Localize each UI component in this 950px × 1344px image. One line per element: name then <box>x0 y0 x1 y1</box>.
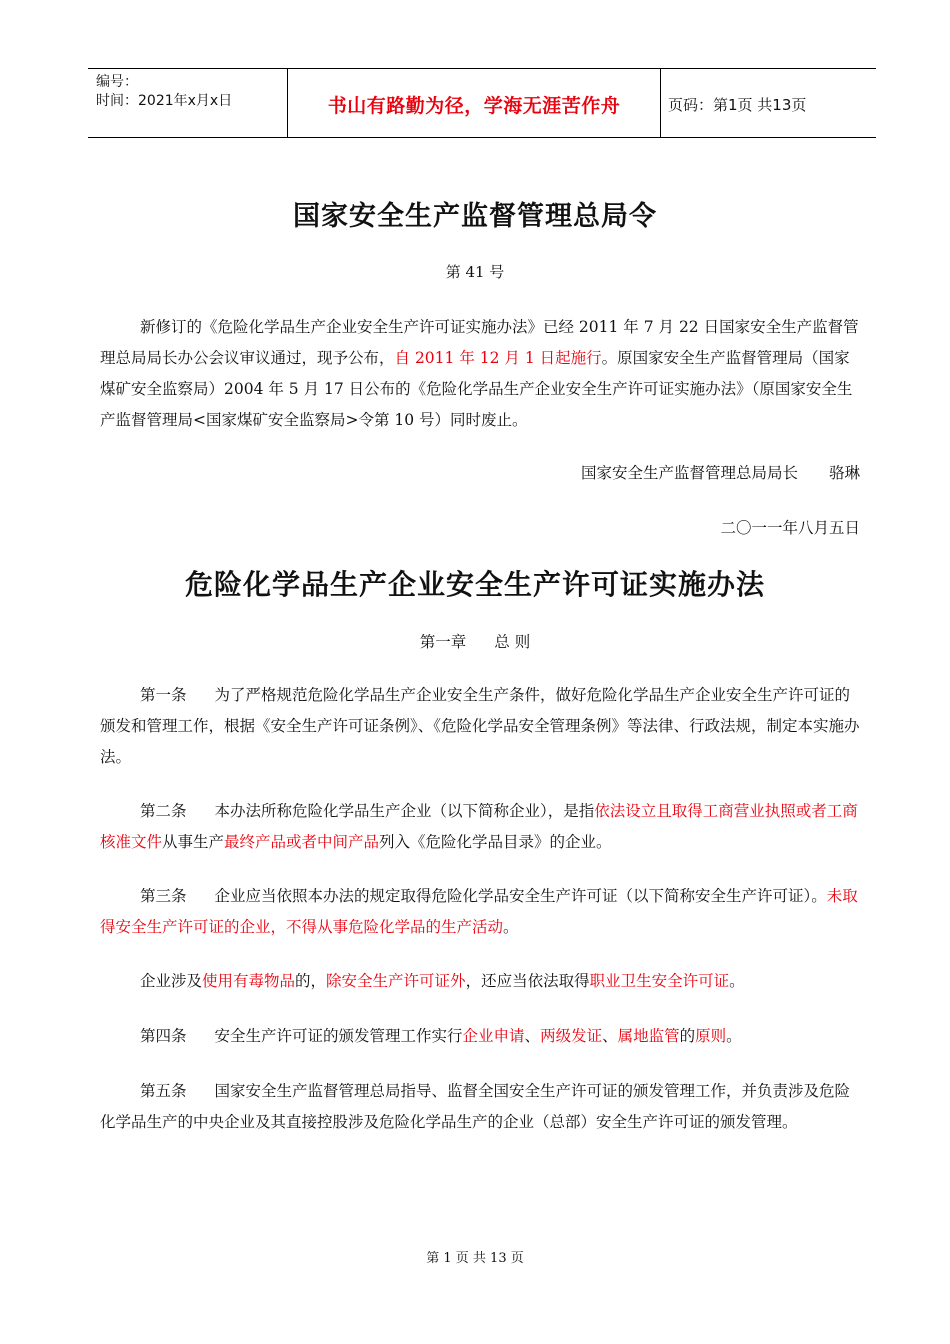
article-text: 安全生产许可证的颁发管理工作实行 <box>214 1027 463 1045</box>
article-text: 的 <box>679 1027 696 1045</box>
article-3-paragraph-2 <box>100 966 860 997</box>
decree-effective-date: 自 2011 年 12 月 1 日起施行 <box>394 349 602 367</box>
header-motto: 书山有路勤为径，学海无涯苦作舟 <box>327 95 621 117</box>
chapter-number: 第一章 <box>419 633 467 651</box>
decree-body-text: 。原国家安全生产监督管理局（国家煤矿安全监察局）2004 年 5 月 17 日公布的《危险化学品生产企业安全生产许可证实施办法》（原国家安全生产监督管理局<国家煤矿安全监察局>令第 10 号）同时废止。 <box>100 349 853 429</box>
chapter-heading <box>0 630 950 652</box>
highlight-text: 除安全生产许可证外 <box>326 972 466 990</box>
serial-label: 编号： <box>96 74 138 90</box>
highlight-text: 未取得安全生产许可证的企业，不得从事危险化学品的生产活动 <box>100 887 858 936</box>
article-number: 第五条 <box>140 1082 187 1100</box>
decree-date: 二〇一一年八月五日 <box>720 519 860 537</box>
article-text: 为了严格规范危险化学品生产企业安全生产条件，做好危险化学品生产企业安全生产许可证的颁发和管理工作，根据《安全生产许可证条例》、《危险化学品安全管理条例》等法律、行政法规，制定本实施办法。 <box>100 686 860 766</box>
highlight-text: 原则 <box>695 1027 727 1045</box>
article-text: 、 <box>524 1027 541 1045</box>
article-4 <box>100 1021 860 1052</box>
highlight-text: 依法设立且取得工商营业执照或者工商核准文件 <box>100 802 858 851</box>
article-text: 列入《危险化学品目录》的企业。 <box>379 833 612 851</box>
article-text: 从事生产 <box>162 833 225 851</box>
article-number: 第一条 <box>140 686 187 704</box>
decree-body <box>100 312 860 436</box>
decree-number: 第 41 号 <box>445 263 505 281</box>
highlight-text: 企业申请 <box>462 1027 525 1045</box>
article-3 <box>100 881 860 943</box>
header-page-label: 页码：第1页 共13页 <box>668 96 807 114</box>
article-text: 本办法所称危险化学品生产企业（以下简称企业），是指 <box>214 802 595 820</box>
highlight-text: 最终产品或者中间产品 <box>224 833 380 851</box>
article-number: 第三条 <box>140 887 187 905</box>
article-text: 企业涉及 <box>140 972 203 990</box>
article-number: 第四条 <box>140 1027 187 1045</box>
article-text: 、 <box>602 1027 618 1045</box>
article-text: 企业应当依照本办法的规定取得危险化学品安全生产许可证（以下简称安全生产许可证）。 <box>214 887 827 905</box>
chapter-name: 总 则 <box>494 633 531 651</box>
article-text: 。 <box>729 972 745 990</box>
highlight-text: 使用有毒物品 <box>202 972 296 990</box>
article-5 <box>100 1076 860 1138</box>
highlight-text: 两级发证 <box>540 1027 603 1045</box>
article-text: 。 <box>726 1027 742 1045</box>
article-text: 。 <box>503 918 519 936</box>
article-2 <box>100 796 860 858</box>
decree-signer: 国家安全生产监督管理总局局长 骆琳 <box>580 464 860 482</box>
time-label: 时间：2021年x月x日 <box>96 93 233 109</box>
highlight-text: 属地监管 <box>617 1027 680 1045</box>
article-text: ，还应当依法取得 <box>465 972 590 990</box>
document-header <box>88 68 876 138</box>
article-number: 第二条 <box>140 802 187 820</box>
article-text: 的， <box>295 972 327 990</box>
regulation-title: 危险化学品生产企业安全生产许可证实施办法 <box>184 568 765 601</box>
highlight-text: 职业卫生安全许可证 <box>589 972 730 990</box>
header-meta <box>96 73 286 111</box>
article-text: 国家安全生产监督管理总局指导、监督全国安全生产许可证的颁发管理工作，并负责涉及危险化学品生产的中央企业及其直接控股涉及危险化学品生产的企业（总部）安全生产许可证的颁发管理。 <box>100 1082 851 1131</box>
decree-title: 国家安全生产监督管理总局令 <box>293 201 657 232</box>
page-footer: 第 1 页 共 13 页 <box>426 1251 524 1266</box>
article-1 <box>100 680 860 773</box>
decree-body-text: 新修订的《危险化学品生产企业安全生产许可证实施办法》已经 2011 年 7 月 22 日国家安全生产监督管理总局局长办公会议审议通过，现予公布， <box>100 318 859 367</box>
header-divider <box>660 69 661 137</box>
